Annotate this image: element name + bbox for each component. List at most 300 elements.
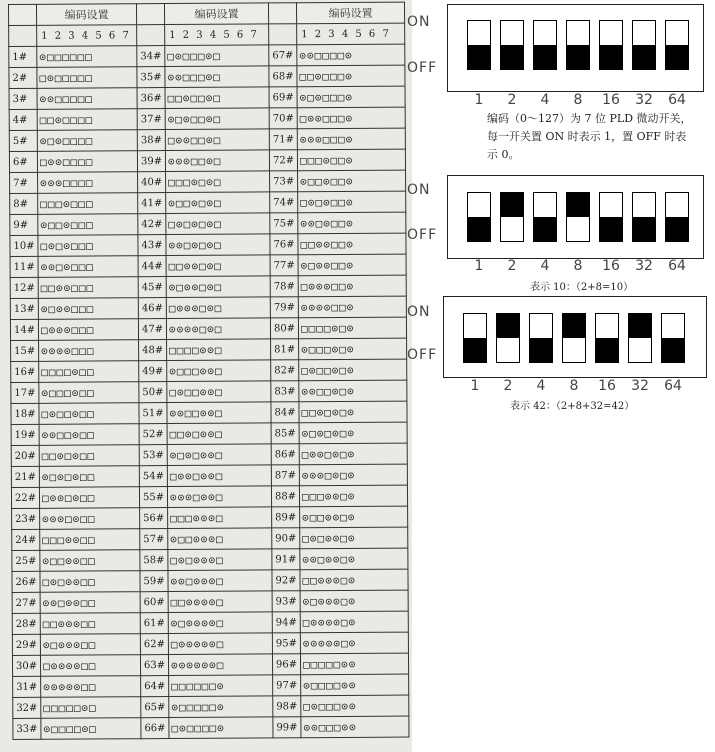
switch-weight-label: 2	[507, 258, 517, 274]
switch-pattern: □⊙□⊙□⊙□	[166, 213, 270, 235]
switch-weight-label: 4	[540, 258, 550, 274]
address-number: 21#	[11, 466, 39, 487]
dip-description: 编码（0～127）为 7 位 PLD 微动开关，每一开关置 ON 时表示 1，置 OFF 时表示 0。	[487, 112, 692, 161]
address-number: 71#	[269, 129, 297, 150]
switch-digits-header: 1 2 3 4 5 6 7	[165, 24, 269, 46]
switch-pattern: ⊙□⊙⊙□□□	[38, 298, 138, 320]
switch-pattern: □⊙⊙□□□□	[37, 151, 137, 173]
address-number: 30#	[12, 655, 40, 676]
switch-weight-label: 16	[602, 92, 620, 108]
switch-pattern: ⊙⊙□□□□⊙	[297, 44, 405, 66]
switch-weight-label: 32	[635, 258, 653, 274]
switch-pattern: ⊙□□⊙□□⊙	[298, 170, 406, 192]
address-number: 74#	[270, 192, 298, 213]
dip-switch	[467, 20, 491, 70]
dip-switch	[628, 313, 652, 363]
switch-pattern: ⊙⊙□□□⊙□	[165, 66, 269, 88]
table-row	[11, 443, 407, 466]
switch-pattern: □□⊙□⊙□□	[39, 445, 139, 467]
address-number: 52#	[139, 424, 167, 445]
address-number: 48#	[139, 340, 167, 361]
address-number: 94#	[272, 612, 300, 633]
address-number: 63#	[140, 655, 168, 676]
dip-switch	[496, 313, 520, 363]
switch-pattern: ⊙□⊙□⊙⊙□	[167, 444, 271, 466]
switch-pattern: ⊙⊙□□□⊙⊙	[301, 716, 409, 738]
switch-pattern: ⊙□□⊙⊙□⊙	[300, 506, 408, 528]
table-row	[10, 254, 406, 277]
switch-pattern: ⊙⊙□□⊙□□	[39, 424, 139, 446]
switch-pattern: □□□⊙□□□	[38, 193, 138, 215]
address-number: 9#	[10, 214, 38, 235]
switch-weight-label: 4	[536, 378, 546, 394]
address-number: 58#	[140, 550, 168, 571]
switch-pattern: ⊙□□⊙⊙⊙□	[168, 528, 272, 550]
switch-lever	[666, 45, 688, 69]
switch-pattern: □⊙□⊙□□□	[38, 235, 138, 257]
switch-pattern: □⊙⊙⊙⊙□□	[40, 655, 140, 677]
address-number: 10#	[10, 235, 38, 256]
address-number: 8#	[10, 193, 38, 214]
off-label: OFF	[407, 347, 438, 363]
switch-pattern: ⊙⊙⊙□⊙□⊙	[299, 464, 407, 486]
switch-pattern: □⊙⊙□⊙□⊙	[299, 443, 407, 465]
switch-pattern: □⊙□□⊙□□	[39, 403, 139, 425]
address-number: 4#	[9, 109, 37, 130]
switch-pattern: □⊙□⊙⊙□⊙	[300, 527, 408, 549]
table-row	[11, 485, 407, 508]
switch-lever	[662, 338, 684, 362]
dip-switch	[632, 20, 656, 70]
switch-pattern: □⊙⊙⊙⊙□⊙	[300, 611, 408, 633]
switch-pattern: ⊙□⊙□⊙□□	[39, 466, 139, 488]
switch-weight-label: 16	[598, 378, 616, 394]
address-number: 85#	[271, 423, 299, 444]
header-spacer	[137, 4, 165, 25]
address-number: 28#	[12, 613, 40, 634]
address-number: 46#	[138, 298, 166, 319]
switch-pattern: ⊙⊙⊙□□⊙□	[165, 150, 269, 172]
switch-pattern: □⊙⊙⊙□□□	[38, 319, 138, 341]
switch-pattern: □□⊙□□□⊙	[297, 65, 405, 87]
switch-pattern: ⊙□□□□□⊙	[169, 696, 273, 718]
switch-pattern: ⊙⊙□□□□□	[37, 88, 137, 110]
address-number: 91#	[272, 549, 300, 570]
switch-pattern: ⊙□⊙⊙□□⊙	[298, 254, 406, 276]
table-row	[12, 506, 408, 529]
table-row	[11, 359, 407, 382]
address-number: 1#	[9, 46, 37, 67]
switch-weight-label: 2	[507, 92, 517, 108]
address-number: 39#	[137, 151, 165, 172]
switch-pattern: ⊙⊙⊙□⊙□□	[40, 508, 140, 530]
switch-pattern: ⊙⊙□⊙□□⊙	[298, 212, 406, 234]
switch-pattern: ⊙□□□⊙⊙□	[167, 360, 271, 382]
dip-switch	[467, 192, 491, 242]
address-number: 19#	[11, 424, 39, 445]
table-row	[10, 296, 406, 319]
switch-lever	[464, 338, 486, 362]
address-number: 54#	[139, 466, 167, 487]
switch-lever	[633, 217, 655, 241]
address-number: 62#	[140, 634, 168, 655]
address-number: 77#	[270, 255, 298, 276]
switch-weight-label: 16	[602, 258, 620, 274]
switch-lever	[567, 193, 589, 217]
switch-weight-label: 1	[470, 378, 480, 394]
switch-pattern: ⊙⊙⊙⊙□⊙□	[166, 318, 270, 340]
switch-pattern: □□⊙□□⊙□	[165, 87, 269, 109]
table-row	[9, 86, 405, 109]
address-number: 11#	[10, 256, 38, 277]
switch-lever	[534, 217, 556, 241]
switch-pattern: □□□⊙□□⊙	[297, 149, 405, 171]
switch-pattern: □⊙⊙⊙⊙⊙□	[168, 633, 272, 655]
dip-switch	[529, 313, 553, 363]
dip-switch	[599, 20, 623, 70]
table-row	[10, 170, 406, 193]
address-number: 51#	[139, 403, 167, 424]
address-number: 84#	[271, 402, 299, 423]
address-number: 29#	[12, 634, 40, 655]
switch-pattern: ⊙⊙□□⊙□⊙	[299, 380, 407, 402]
address-number: 93#	[272, 591, 300, 612]
table-row	[13, 695, 409, 718]
switch-pattern: □⊙⊙□⊙⊙□	[167, 465, 271, 487]
on-label: ON	[407, 304, 431, 320]
switch-lever	[501, 45, 523, 69]
switch-pattern: ⊙□⊙⊙⊙⊙□	[168, 612, 272, 634]
address-number: 47#	[138, 319, 166, 340]
switch-weight-label: 1	[474, 92, 484, 108]
table-row	[12, 632, 408, 655]
header-title: 编码设置	[37, 4, 137, 26]
dip-switch	[661, 313, 685, 363]
switch-lever	[567, 45, 589, 69]
switch-pattern: □□⊙□□□□	[37, 109, 137, 131]
switch-pattern: ⊙⊙□⊙□⊙□	[166, 234, 270, 256]
dip-switch	[665, 20, 689, 70]
switch-digits-header: 1 2 3 4 5 6 7	[297, 23, 405, 45]
table-row	[11, 401, 407, 424]
address-number: 75#	[270, 213, 298, 234]
table-row	[11, 380, 407, 403]
digits-spacer	[137, 25, 165, 46]
address-number: 95#	[272, 633, 300, 654]
table-row	[12, 611, 408, 634]
switch-pattern: ⊙□□□⊙□⊙	[299, 338, 407, 360]
switch-lever	[563, 314, 585, 338]
address-number: 40#	[138, 172, 166, 193]
dip-switch	[566, 192, 590, 242]
address-number: 20#	[11, 445, 39, 466]
switch-lever	[629, 314, 651, 338]
address-number: 5#	[9, 130, 37, 151]
switch-pattern: □□□□⊙⊙□	[167, 339, 271, 361]
address-number: 17#	[11, 382, 39, 403]
switch-pattern: □⊙⊙⊙□⊙□	[166, 297, 270, 319]
switch-pattern: □□□□□⊙⊙	[300, 653, 408, 675]
switch-pattern: □□⊙⊙□□⊙	[298, 233, 406, 255]
switch-weight-label: 4	[540, 92, 550, 108]
switch-pattern: ⊙□⊙⊙⊙□⊙	[300, 590, 408, 612]
switch-pattern: □⊙□□□⊙□	[165, 45, 269, 67]
dip-switch	[566, 20, 590, 70]
address-number: 98#	[273, 696, 301, 717]
table-row	[10, 233, 406, 256]
on-label: ON	[407, 182, 431, 198]
switch-pattern: ⊙□⊙□□□□	[37, 130, 137, 152]
switch-pattern: ⊙⊙⊙⊙⊙□⊙	[300, 632, 408, 654]
address-number: 23#	[12, 508, 40, 529]
dip-switch	[463, 313, 487, 363]
table-row	[12, 569, 408, 592]
digits-spacer	[269, 24, 297, 45]
switch-pattern: □⊙□□⊙□⊙	[299, 359, 407, 381]
address-number: 87#	[271, 465, 299, 486]
table-row	[10, 191, 406, 214]
address-number: 70#	[269, 108, 297, 129]
dip-switch	[500, 20, 524, 70]
address-number: 79#	[270, 297, 298, 318]
address-number: 50#	[139, 382, 167, 403]
switch-pattern: □⊙□□□□⊙	[169, 717, 273, 739]
switch-pattern: □□□⊙⊙□□	[40, 529, 140, 551]
table-row	[9, 107, 405, 130]
switch-weight-label: 8	[573, 92, 583, 108]
header-spacer	[268, 3, 296, 24]
switch-pattern: □□⊙⊙⊙□⊙	[300, 569, 408, 591]
switch-weight-label: 64	[664, 378, 682, 394]
address-number: 3#	[9, 88, 37, 109]
switch-lever	[468, 217, 490, 241]
switch-pattern: □⊙⊙□⊙□□	[39, 487, 139, 509]
switch-pattern: ⊙⊙□⊙⊙□□	[40, 592, 140, 614]
header-title: 编码设置	[165, 3, 269, 25]
switch-pattern: ⊙□⊙□□⊙□	[165, 108, 269, 130]
switch-pattern: □⊙⊙□□□⊙	[297, 107, 405, 129]
table-row	[12, 527, 408, 550]
address-number: 37#	[137, 109, 165, 130]
switch-pattern: □⊙□□⊙⊙□	[167, 381, 271, 403]
dip-switch	[562, 313, 586, 363]
dip-switch	[500, 192, 524, 242]
address-number: 32#	[13, 697, 41, 718]
switch-pattern: □□□⊙□⊙□	[166, 171, 270, 193]
switch-pattern: ⊙⊙⊙⊙⊙⊙□	[168, 654, 272, 676]
table-row	[12, 653, 408, 676]
switch-pattern: □□□□□□⊙	[169, 675, 273, 697]
address-number: 49#	[139, 361, 167, 382]
switch-pattern: ⊙□□□⊙□□	[39, 382, 139, 404]
encoding-table	[8, 2, 409, 740]
header-title: 编码设置	[296, 2, 404, 24]
dip-switch	[632, 192, 656, 242]
switch-pattern: □⊙□⊙⊙⊙□	[168, 549, 272, 571]
address-number: 6#	[9, 151, 37, 172]
address-number: 22#	[11, 487, 39, 508]
switch-pattern: □⊙□⊙⊙□□	[40, 571, 140, 593]
header-spacer	[9, 4, 37, 25]
address-number: 82#	[271, 360, 299, 381]
address-number: 45#	[138, 277, 166, 298]
address-number: 26#	[12, 571, 40, 592]
switch-pattern: □□□□⊙□□	[39, 361, 139, 383]
table-row	[12, 590, 408, 613]
switch-pattern: □□□⊙⊙⊙□	[168, 507, 272, 529]
switch-pattern: □□□□□⊙□	[41, 697, 141, 719]
address-number: 34#	[137, 46, 165, 67]
address-number: 97#	[273, 675, 301, 696]
address-number: 41#	[138, 193, 166, 214]
off-label: OFF	[407, 60, 438, 76]
switch-pattern: ⊙⊙□⊙⊙⊙□	[168, 570, 272, 592]
switch-lever	[497, 314, 519, 338]
switch-pattern: □□□⊙⊙□⊙	[299, 485, 407, 507]
switch-pattern: ⊙□□□□□□	[37, 46, 137, 68]
switch-lever	[534, 45, 556, 69]
address-number: 33#	[13, 718, 41, 739]
switch-lever	[600, 217, 622, 241]
switch-weight-label: 1	[474, 258, 484, 274]
table-row	[9, 65, 405, 88]
address-number: 24#	[12, 529, 40, 550]
table-row	[12, 548, 408, 571]
address-number: 72#	[269, 150, 297, 171]
table-row	[11, 338, 407, 361]
switch-weight-label: 32	[635, 92, 653, 108]
address-number: 57#	[140, 529, 168, 550]
encoding-table-body	[9, 44, 409, 739]
switch-lever	[600, 45, 622, 69]
switch-pattern: □□⊙⊙□□□	[38, 277, 138, 299]
dip-switch	[533, 20, 557, 70]
example-caption: 表示 42：（2+8+32=42）	[510, 401, 635, 412]
switch-weight-label: 32	[631, 378, 649, 394]
switch-pattern: ⊙□⊙□□□⊙	[297, 86, 405, 108]
switch-weight-label: 8	[569, 378, 579, 394]
switch-pattern: ⊙□⊙□⊙□⊙	[299, 422, 407, 444]
switch-lever	[633, 45, 655, 69]
table-row	[10, 317, 406, 340]
table-row	[13, 716, 409, 739]
address-number: 25#	[12, 550, 40, 571]
table-row	[9, 44, 405, 67]
switch-pattern: □□□□⊙□⊙	[298, 317, 406, 339]
switch-pattern: ⊙□⊙⊙⊙□□	[40, 634, 140, 656]
switch-digits-header: 1 2 3 4 5 6 7	[37, 25, 137, 47]
example-caption: 表示 10：（2+8=10）	[530, 282, 634, 293]
switch-pattern: □□⊙⊙⊙□□	[40, 613, 140, 635]
address-number: 42#	[138, 214, 166, 235]
address-number: 60#	[140, 592, 168, 613]
address-number: 14#	[10, 319, 38, 340]
address-number: 92#	[272, 570, 300, 591]
address-number: 38#	[137, 130, 165, 151]
switch-pattern: □⊙⊙⊙□□⊙	[298, 275, 406, 297]
address-number: 43#	[138, 235, 166, 256]
switch-lever	[666, 217, 688, 241]
switch-pattern: □□⊙⊙⊙⊙□	[168, 591, 272, 613]
address-number: 13#	[10, 298, 38, 319]
off-label: OFF	[407, 227, 438, 243]
address-number: 35#	[137, 67, 165, 88]
address-number: 80#	[270, 318, 298, 339]
address-number: 59#	[140, 571, 168, 592]
table-row	[11, 422, 407, 445]
address-number: 69#	[269, 87, 297, 108]
address-number: 31#	[13, 676, 41, 697]
address-number: 88#	[271, 486, 299, 507]
switch-pattern: □□⊙□⊙□⊙	[299, 401, 407, 423]
switch-weight-label: 64	[668, 92, 686, 108]
switch-lever	[596, 338, 618, 362]
address-number: 96#	[272, 654, 300, 675]
switch-pattern: ⊙⊙□⊙⊙□⊙	[300, 548, 408, 570]
switch-weight-label: 64	[668, 258, 686, 274]
address-number: 27#	[12, 592, 40, 613]
switch-pattern: ⊙□□□□⊙□	[41, 718, 141, 740]
switch-pattern: ⊙⊙⊙□⊙⊙□	[167, 486, 271, 508]
address-number: 65#	[141, 697, 169, 718]
switch-pattern: □⊙□□□□□	[37, 67, 137, 89]
switch-pattern: ⊙⊙□⊙□□□	[38, 256, 138, 278]
switch-pattern: ⊙□□□□⊙⊙	[301, 674, 409, 696]
switch-pattern: ⊙□□⊙□⊙□	[166, 192, 270, 214]
address-number: 18#	[11, 403, 39, 424]
table-row	[10, 275, 406, 298]
address-number: 81#	[271, 339, 299, 360]
switch-pattern: □□⊙□⊙⊙□	[167, 423, 271, 445]
switch-pattern: ⊙□⊙⊙□⊙□	[166, 276, 270, 298]
switch-pattern: ⊙⊙□□⊙⊙□	[167, 402, 271, 424]
switch-pattern: ⊙⊙⊙⊙□□□	[39, 340, 139, 362]
switch-pattern: □⊙□⊙□□⊙	[298, 191, 406, 213]
address-number: 67#	[269, 45, 297, 66]
address-number: 53#	[139, 445, 167, 466]
on-label: ON	[407, 14, 431, 30]
address-number: 68#	[269, 66, 297, 87]
address-number: 36#	[137, 88, 165, 109]
switch-lever	[468, 45, 490, 69]
dip-switch	[599, 192, 623, 242]
address-number: 61#	[140, 613, 168, 634]
digits-spacer	[9, 25, 37, 46]
table-row	[9, 149, 405, 172]
table-row	[9, 128, 405, 151]
address-number: 99#	[273, 717, 301, 738]
dip-switch	[533, 192, 557, 242]
switch-pattern: ⊙⊙⊙⊙⊙□□	[41, 676, 141, 698]
address-number: 90#	[272, 528, 300, 549]
dip-switch	[595, 313, 619, 363]
switch-weight-label: 2	[503, 378, 513, 394]
switch-pattern: ⊙⊙⊙□□□⊙	[297, 128, 405, 150]
address-number: 86#	[271, 444, 299, 465]
address-number: 44#	[138, 256, 166, 277]
address-number: 89#	[272, 507, 300, 528]
switch-pattern: ⊙□□⊙⊙□□	[40, 550, 140, 572]
table-row	[13, 674, 409, 697]
switch-lever	[501, 193, 523, 217]
address-number: 7#	[10, 172, 38, 193]
switch-pattern: ⊙⊙⊙⊙□□⊙	[298, 296, 406, 318]
address-number: 66#	[141, 718, 169, 739]
switch-pattern: ⊙□□⊙□□□	[38, 214, 138, 236]
switch-pattern: □⊙□□□⊙⊙	[301, 695, 409, 717]
address-number: 16#	[11, 361, 39, 382]
switch-pattern: ⊙⊙⊙□□□□	[38, 172, 138, 194]
